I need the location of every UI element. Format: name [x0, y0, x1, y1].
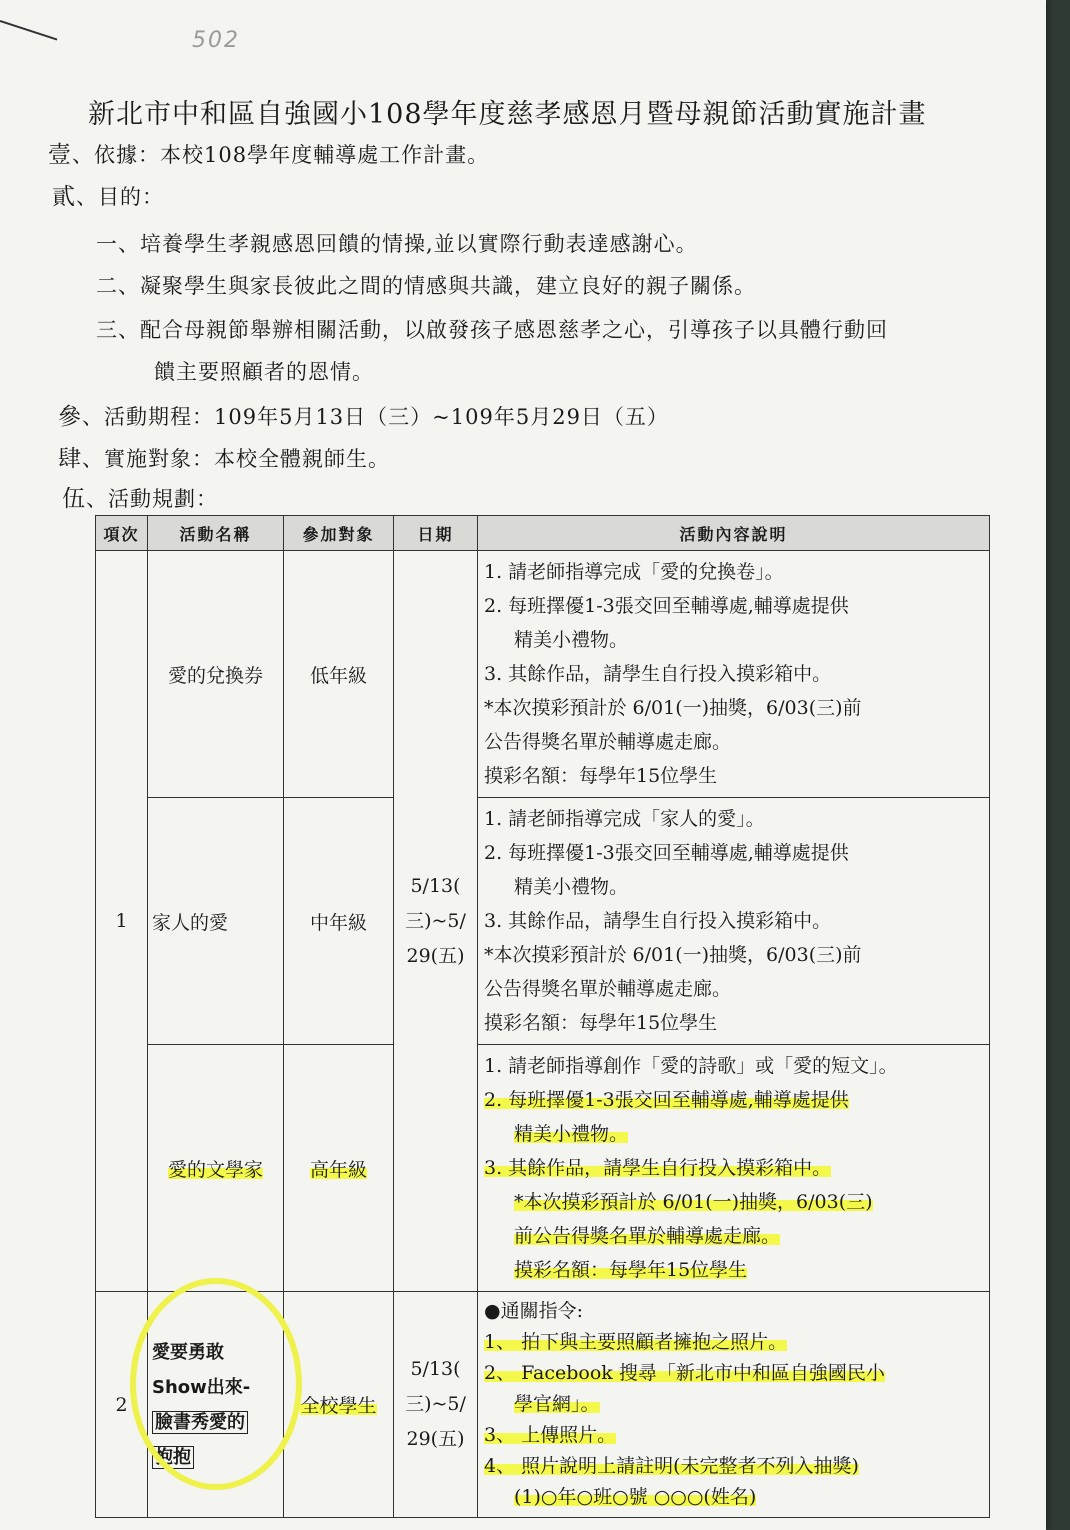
desc-line: [484, 1083, 983, 1117]
desc-line: [484, 1327, 983, 1358]
highlighted-text: 愛的文學家: [167, 1158, 263, 1181]
desc-line: 2. 每班擇優1-3張交回至輔導處,輔導處提供: [484, 842, 849, 864]
section-heading: 伍: [62, 486, 86, 512]
section-plan: [62, 480, 218, 513]
desc-line: [484, 1358, 983, 1389]
section-text: 、活動期程：109年5月13日（三）~109年5月29日（五）: [82, 405, 669, 429]
desc-line: 1. 請老師指導完成「愛的兌換卷」。: [484, 561, 784, 583]
table-row: [96, 1045, 990, 1292]
desc-line: *本次摸彩預計於 6/01(一)抽獎，6/03(三)前: [484, 697, 862, 719]
highlighted-text: 學官網」。: [514, 1393, 600, 1415]
desc-line: 精美小禮物。: [514, 629, 629, 651]
highlighted-text: 精美小禮物。: [514, 1123, 629, 1145]
section-heading: 貳: [52, 184, 76, 210]
highlighted-text: 摸彩名額：每學年15位學生: [514, 1259, 748, 1281]
desc-line: 3. 其餘作品，請學生自行投入摸彩箱中。: [484, 910, 832, 932]
section-text: 、目的：: [76, 185, 164, 209]
section-basis: [48, 136, 489, 169]
section-text: 、活動規劃：: [86, 487, 218, 511]
date-line: 5/13(: [410, 874, 461, 897]
desc-line: [484, 1219, 983, 1253]
desc-line: 1. 請老師指導完成「家人的愛」。: [484, 808, 765, 830]
desc-line: [484, 1185, 983, 1219]
highlighted-text: 4、 照片說明上請註明(未完整者不列入抽獎): [484, 1455, 859, 1477]
activity-date: [394, 1292, 478, 1518]
name-line: Show出來-: [152, 1376, 251, 1398]
row-index: 1: [96, 551, 148, 1292]
date-line: 29(五): [406, 1428, 465, 1450]
section-text: 、實施對象：本校全體親師生。: [82, 447, 390, 471]
table-row: [96, 1292, 990, 1518]
highlighted-text: 2. 每班擇優1-3張交回至輔導處,輔導處提供: [484, 1089, 849, 1111]
desc-line: 2. 每班擇優1-3張交回至輔導處,輔導處提供: [484, 595, 849, 617]
section-purpose: [52, 178, 164, 211]
purpose-item: 一、培養學生孝親感恩回饋的情操,並以實際行動表達感謝心。: [96, 232, 698, 256]
highlighted-text: 2、 Facebook 搜尋「新北市中和區自強國民小: [484, 1362, 885, 1384]
row-index: 2: [96, 1292, 148, 1518]
activity-audience: 中年級: [284, 798, 394, 1045]
boxed-text: 抱抱: [152, 1446, 194, 1469]
desc-line: ●通關指令:: [484, 1300, 583, 1322]
highlighted-text: 前公告得獎名單於輔導處走廊。: [514, 1225, 781, 1247]
desc-line: [484, 1451, 983, 1482]
activity-description: [478, 798, 990, 1045]
header-date: 日期: [394, 516, 478, 551]
activity-date: [394, 551, 478, 1292]
highlighted-text: (1)○年○班○號 ○○○(姓名): [514, 1486, 757, 1508]
desc-line: 1. 請老師指導創作「愛的詩歌」或「愛的短文」。: [484, 1055, 898, 1077]
name-line: [152, 1440, 279, 1475]
document-title: 新北市中和區自強國小108學年度慈孝感恩月暨母親節活動實施計畫: [88, 99, 927, 130]
desc-line: 公告得獎名單於輔導處走廊。: [484, 731, 732, 753]
date-line: 三)~5/: [405, 909, 466, 932]
desc-line: 摸彩名額：每學年15位學生: [484, 765, 718, 787]
desc-line: 精美小禮物。: [514, 876, 629, 898]
desc-line: [484, 1420, 983, 1451]
name-line: 愛要勇敢: [152, 1341, 224, 1363]
highlighted-text: 3. 其餘作品，請學生自行投入摸彩箱中。: [484, 1157, 832, 1179]
activity-name: [148, 1292, 284, 1518]
desc-line: [484, 1482, 983, 1513]
table-row: [96, 551, 990, 798]
table-header-row: [96, 516, 990, 551]
activity-audience: [284, 1292, 394, 1518]
desc-line: 3. 其餘作品，請學生自行投入摸彩箱中。: [484, 663, 832, 685]
section-period: [58, 398, 669, 431]
activity-name: [148, 1045, 284, 1292]
highlighted-text: *本次摸彩預計於 6/01(一)抽獎，6/03(三): [514, 1191, 873, 1213]
activity-name: 愛的兌換券: [148, 551, 284, 798]
activity-audience: 低年級: [284, 551, 394, 798]
desc-line: 公告得獎名單於輔導處走廊。: [484, 978, 732, 1000]
header-index: 項次: [96, 516, 148, 551]
purpose-item: 二、凝聚學生與家長彼此之間的情感與共識，建立良好的親子關係。: [96, 274, 756, 298]
desc-line: [484, 1389, 983, 1420]
purpose-item: 三、配合母親節舉辦相關活動，以啟發孩子感恩慈孝之心，引導孩子以具體行動回: [96, 318, 888, 342]
desc-line: *本次摸彩預計於 6/01(一)抽獎，6/03(三)前: [484, 944, 862, 966]
activity-description: [478, 551, 990, 798]
boxed-text: 臉書秀愛的: [152, 1411, 248, 1434]
desc-line: 摸彩名額：每學年15位學生: [484, 1012, 718, 1034]
highlighted-text: 1、 拍下與主要照顧者擁抱之照片。: [484, 1331, 788, 1353]
section-target: [58, 440, 390, 473]
section-heading: 肆: [58, 446, 82, 472]
desc-line: [484, 1151, 983, 1185]
activity-description: [478, 1292, 990, 1518]
date-line: 29(五): [406, 944, 465, 967]
activity-plan-table: [95, 515, 990, 1518]
pen-mark: [0, 20, 57, 40]
page-number: 502: [192, 28, 240, 53]
header-description: 活動內容說明: [478, 516, 990, 551]
purpose-item: 饋主要照顧者的恩情。: [154, 360, 374, 384]
table-row: [96, 798, 990, 1045]
activity-audience: [284, 1045, 394, 1292]
activity-description: [478, 1045, 990, 1292]
section-heading: 壹: [48, 142, 72, 168]
section-heading: 參: [58, 404, 82, 430]
name-line: [152, 1405, 279, 1440]
date-line: 三)~5/: [405, 1393, 466, 1415]
activity-name: 家人的愛: [148, 798, 284, 1045]
highlighted-text: 高年級: [309, 1158, 367, 1181]
highlighted-text: 全校學生: [300, 1395, 377, 1417]
desc-line: [484, 1253, 983, 1287]
header-activity-name: 活動名稱: [148, 516, 284, 551]
section-text: 、依據：本校108學年度輔導處工作計畫。: [72, 143, 490, 167]
header-audience: 參加對象: [284, 516, 394, 551]
date-line: 5/13(: [410, 1358, 461, 1380]
desc-line: [484, 1117, 983, 1151]
highlighted-text: 3、 上傳照片。: [484, 1424, 617, 1446]
